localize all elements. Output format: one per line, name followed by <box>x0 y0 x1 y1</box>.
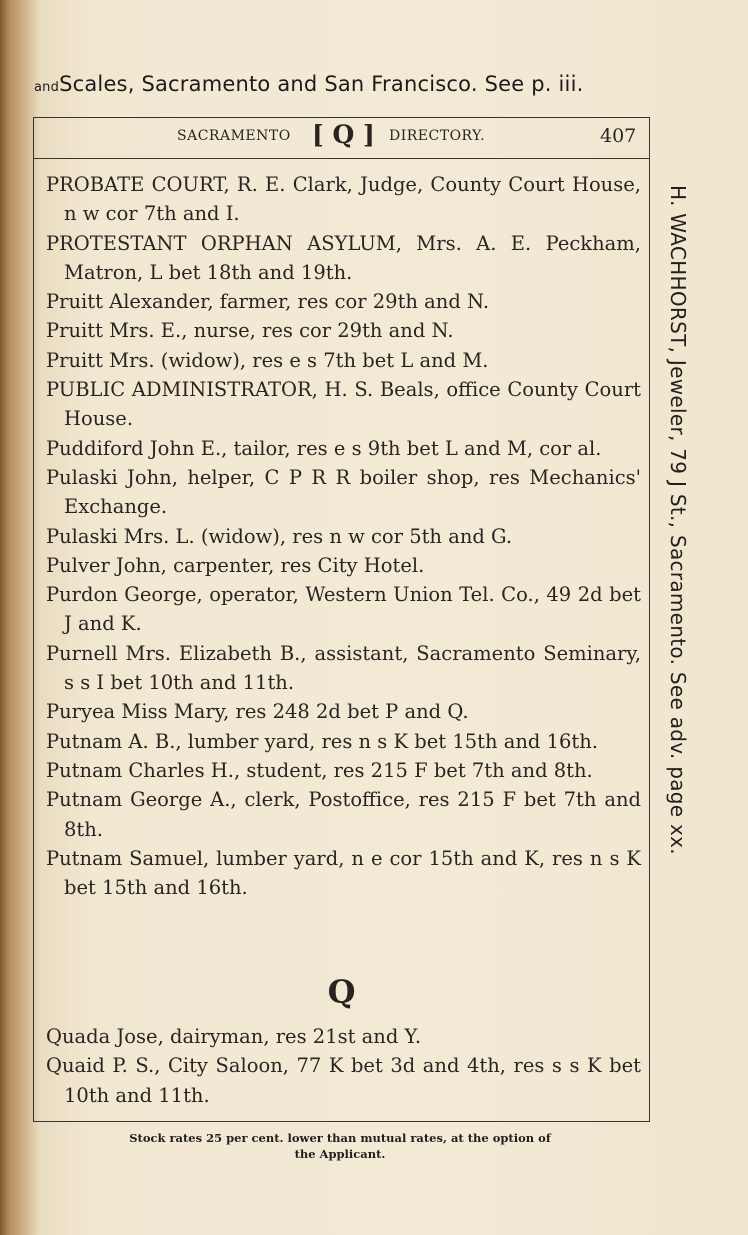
directory-entry: Pruitt Mrs. E., nurse, res cor 29th and N. <box>46 319 454 343</box>
top-ad-text: Scales, Sacramento and San Francisco. See p. iii. <box>59 72 584 96</box>
directory-entry: Pulaski John, helper, C P R R boiler shop, res Mechanics' Exchange. <box>46 465 641 519</box>
section-letter-q: Q <box>327 973 356 1011</box>
header-label: DIRECTORY. <box>389 128 486 144</box>
directory-entry: Pulver John, carpenter, res City Hotel. <box>46 553 425 577</box>
directory-entry: Pulaski Mrs. L. (widow), res n w cor 5th and G. <box>46 524 513 548</box>
directory-entry: Quaid P. S., City Saloon, 77 K bet 3d and 4th, res s s K bet 10th and 11th. <box>46 1054 641 1107</box>
footer-line-1: Stock rates 25 per cent. lower than mutual rates, at the option of <box>129 1131 551 1145</box>
header-letter: [ Q ] <box>312 120 375 149</box>
directory-entry: Putnam Charles H., student, res 215 F bet 7th and 8th. <box>46 758 593 782</box>
page-frame <box>33 117 650 1122</box>
directory-entry: Quada Jose, dairyman, res 21st and Y. <box>46 1025 422 1048</box>
directory-entry: Pruitt Alexander, farmer, res cor 29th and N. <box>46 290 490 314</box>
directory-entry: Purdon George, operator, Western Union Tel. Co., 49 2d bet J and K. <box>46 583 641 636</box>
directory-entry: PUBLIC ADMINISTRATOR, H. S. Beals, office County Court House. <box>46 378 641 431</box>
top-ad-prefix: and <box>34 80 60 95</box>
directory-entry: Purnell Mrs. Elizabeth B., assistant, Sacramento Seminary, s s I bet 10th and 11th. <box>46 641 641 695</box>
top-advertisement <box>34 72 674 96</box>
directory-entry: Pruitt Mrs. (widow), res e s 7th bet L and M. <box>46 348 489 372</box>
running-header <box>34 118 649 159</box>
side-ad-text: H. WACHHORST, Jeweler, 79 J St., Sacramento. See adv. page xx. <box>666 185 690 855</box>
header-city: SACRAMENTO <box>177 128 291 144</box>
directory-entries-q <box>46 1022 641 1110</box>
side-advertisement <box>662 185 692 1065</box>
footer-notice <box>60 1130 620 1162</box>
directory-entry: Putnam George A., clerk, Postoffice, res 215 F bet 7th and 8th. <box>46 788 641 841</box>
directory-entry: Puryea Miss Mary, res 248 2d bet P and Q. <box>46 700 469 724</box>
page-number: 407 <box>600 125 637 147</box>
directory-entries-p <box>46 170 641 902</box>
directory-entry: PROTESTANT ORPHAN ASYLUM, Mrs. A. E. Peckham, Matron, L bet 18th and 19th. <box>46 231 641 284</box>
footer-line-2: the Applicant. <box>294 1147 386 1161</box>
directory-entry: Putnam A. B., lumber yard, res n s K bet 15th and 16th. <box>46 729 598 753</box>
directory-entry: Puddiford John E., tailor, res e s 9th bet L and M, cor al. <box>46 436 602 460</box>
directory-entry: PROBATE COURT, R. E. Clark, Judge, County Court House, n w cor 7th and I. <box>46 173 641 226</box>
directory-entry: Putnam Samuel, lumber yard, n e cor 15th and K, res n s K bet 15th and 16th. <box>46 846 641 900</box>
